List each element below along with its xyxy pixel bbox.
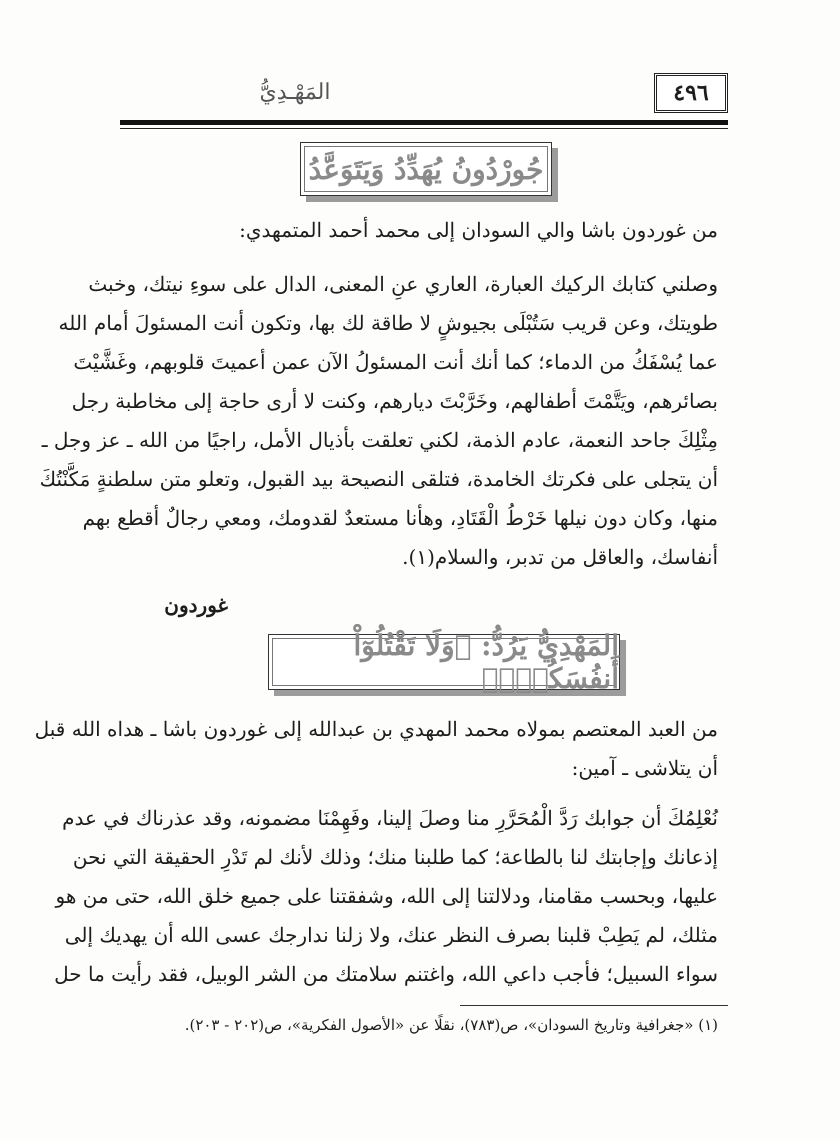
paragraph-line: أن يتلاشى ـ آمين: xyxy=(571,756,718,780)
section-heading-mahdi-replies xyxy=(268,629,620,695)
section-heading-gordon-threatens xyxy=(300,142,552,196)
paragraph-line: إذعانك وإجابتك لنا بالطاعة؛ كما طلبنا منك؛ وذلك لأنك لم تَدْرِ الحقيقة التي نحن xyxy=(72,845,718,869)
section-heading-text: المَهْدِيُّ يَرُدُّ: ﴿وَلَا تَقْتُلُوٓاْ أَنفُسَكُمْۚ﴾ xyxy=(353,629,619,695)
paragraph-line: طويتك، وعن قريب سَتُبْلَى بجيوشٍ لا طاقة لك بها، وتكون أنت المسئولَ أمام الله xyxy=(58,311,718,335)
paragraph-line: وصلني كتابك الركيك العبارة، العاري عنِ المعنى، الدال على سوءِ نيتك، وخبث xyxy=(88,272,718,296)
header-rule-thick xyxy=(120,120,728,125)
paragraph-line: منها، وكان دون نيلها خَرْطُ الْقَتَادِ، وهأنا مستعدٌ لقدومك، ومعي رجالٌ أقطع بهم xyxy=(82,506,718,530)
paragraph-line: عليها، وبحسب مقامنا، ودلالتنا إلى الله، وشفقتنا على جميع خلق الله، حتى من هو xyxy=(55,884,718,908)
paragraph-line: عما يُسْفَكُ من الدماء؛ كما أنك أنت المسئولُ الآن عمن أعميتَ قلوبهم، وغَشَّيْتَ xyxy=(73,350,718,374)
paragraph-line: نُعْلِمُكَ أن جوابك رَدَّ الْمُحَرَّرِ منا وصلَ إلينا، وفَهِمْنَا مضمونه، وقد عذرناك في عدم xyxy=(62,806,718,830)
page-number-text: ٤٩٦ xyxy=(673,80,709,106)
paragraph-line: من غوردون باشا والي السودان إلى محمد أحمد المتمهدي: xyxy=(239,218,718,242)
page-number xyxy=(654,73,728,113)
paragraph-line: مثلك، لم يَطِبْ قلبنا بصرف النظر عنك، ولا زلنا ندارجك عسى الله أن يهديك إلى xyxy=(64,923,718,947)
paragraph-line: من العبد المعتصم بمولاه محمد المهدي بن عبدالله إلى غوردون باشا ـ هداه الله قبل xyxy=(34,717,718,741)
paragraph-line: سواء السبيل؛ فأجب داعي الله، واغتنم سلامتك من الشر الوبيل، فقد رأيت ما حل xyxy=(54,962,718,986)
running-title: المَهْـدِيُّ xyxy=(259,80,331,105)
paragraph-line: أن يتجلى على فكرتك الخامدة، فتلقى النصيحة بيد القبول، وتعلو متن سلطنةٍ مَكَّنْتُكَ xyxy=(39,467,718,491)
paragraph-line: بصائرهم، ويَتَّمْتَ أطفالهم، وخَرَّبْتَ ديارهم، وكنت لا أرى حاجة إلى مخاطبة رجل xyxy=(71,389,718,413)
paragraph-line: أنفاسك، والعاقل من تدبر، والسلام(١). xyxy=(402,545,718,569)
footnote-rule xyxy=(460,1005,728,1006)
signature-gordon: غوردون xyxy=(164,593,228,617)
footnote: (١) «جغرافية وتاريخ السودان»، ص(٧٨٣)، نقلًا عن «الأصول الفكرية»، ص(٢٠٢ - ٢٠٣). xyxy=(184,1016,718,1034)
paragraph-line: مِثْلِكَ جاحد النعمة، عادم الذمة، لكني تعلقت بأذيال الأمل، راجيًا من الله ـ عز وجل ـ xyxy=(41,428,718,452)
header-rule-thin xyxy=(120,128,728,129)
section-heading-text: جُورْدُونُ يُهَدِّدُ وَيَتَوَعَّدُ xyxy=(308,152,544,186)
